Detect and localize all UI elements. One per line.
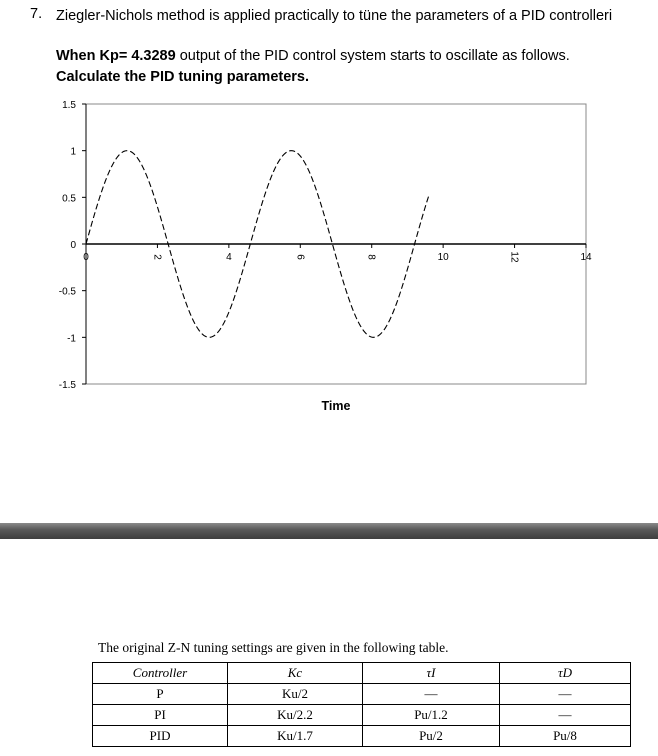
task-text: Calculate the PID tuning parameters. <box>56 69 310 85</box>
y-tick-label: 0.5 <box>62 193 76 205</box>
condition-prefix: When Kp= <box>56 48 132 64</box>
condition-suffix: output of the PID control system starts to oscillate as follows. <box>175 48 570 64</box>
zn-tuning-table <box>92 662 631 747</box>
cell-kc: Ku/2.2 <box>228 705 363 726</box>
condition-kp-value: 4.3289 <box>131 48 176 64</box>
header-kc: Kc <box>228 663 363 684</box>
cell-kc: Ku/2 <box>228 684 363 705</box>
y-tick-label: 1.5 <box>62 100 76 111</box>
cell-tau-d: Pu/8 <box>500 726 631 747</box>
cell-tau-i: Pu/2 <box>363 726 500 747</box>
question-number: 7. <box>30 6 43 22</box>
header-tau-i: τI <box>363 663 500 684</box>
x-tick-label: 4 <box>226 252 232 263</box>
cell-tau-i: Pu/1.2 <box>363 705 500 726</box>
cell-tau-d: — <box>500 705 631 726</box>
table-header-row <box>93 663 631 684</box>
table-row <box>93 705 631 726</box>
cell-tau-d: — <box>500 684 631 705</box>
section-divider <box>0 523 658 539</box>
x-axis-label: Time <box>321 399 351 413</box>
x-tick-label: 0 <box>83 252 89 263</box>
x-tick-label: 10 <box>437 252 449 263</box>
cell-tau-i: — <box>363 684 500 705</box>
y-tick-label: 0 <box>70 240 76 251</box>
y-tick-label: -1.5 <box>58 380 76 391</box>
x-tick-label: 14 <box>580 252 592 263</box>
cell-controller: P <box>93 684 228 705</box>
question-text: Ziegler-Nichols method is applied practically to tüne the parameters of a PID controlleri <box>56 8 613 24</box>
header-tau-d: τD <box>500 663 631 684</box>
table-row <box>93 684 631 705</box>
x-axis <box>83 244 592 263</box>
x-tick-label: 6 <box>294 254 306 260</box>
table-row <box>93 726 631 747</box>
header-controller: Controller <box>93 663 228 684</box>
table-caption: The original Z-N tuning settings are given in the following table. <box>98 640 449 655</box>
x-tick-label: 8 <box>365 254 377 260</box>
y-tick-label: 1 <box>70 146 76 158</box>
y-tick-label: -0.5 <box>58 286 76 298</box>
y-axis <box>59 100 86 391</box>
cell-kc: Ku/1.7 <box>228 726 363 747</box>
x-tick-label: 12 <box>508 251 520 263</box>
x-tick-label: 2 <box>151 254 163 260</box>
cell-controller: PID <box>93 726 228 747</box>
cell-controller: PI <box>93 705 228 726</box>
y-tick-label: -1 <box>67 333 76 345</box>
